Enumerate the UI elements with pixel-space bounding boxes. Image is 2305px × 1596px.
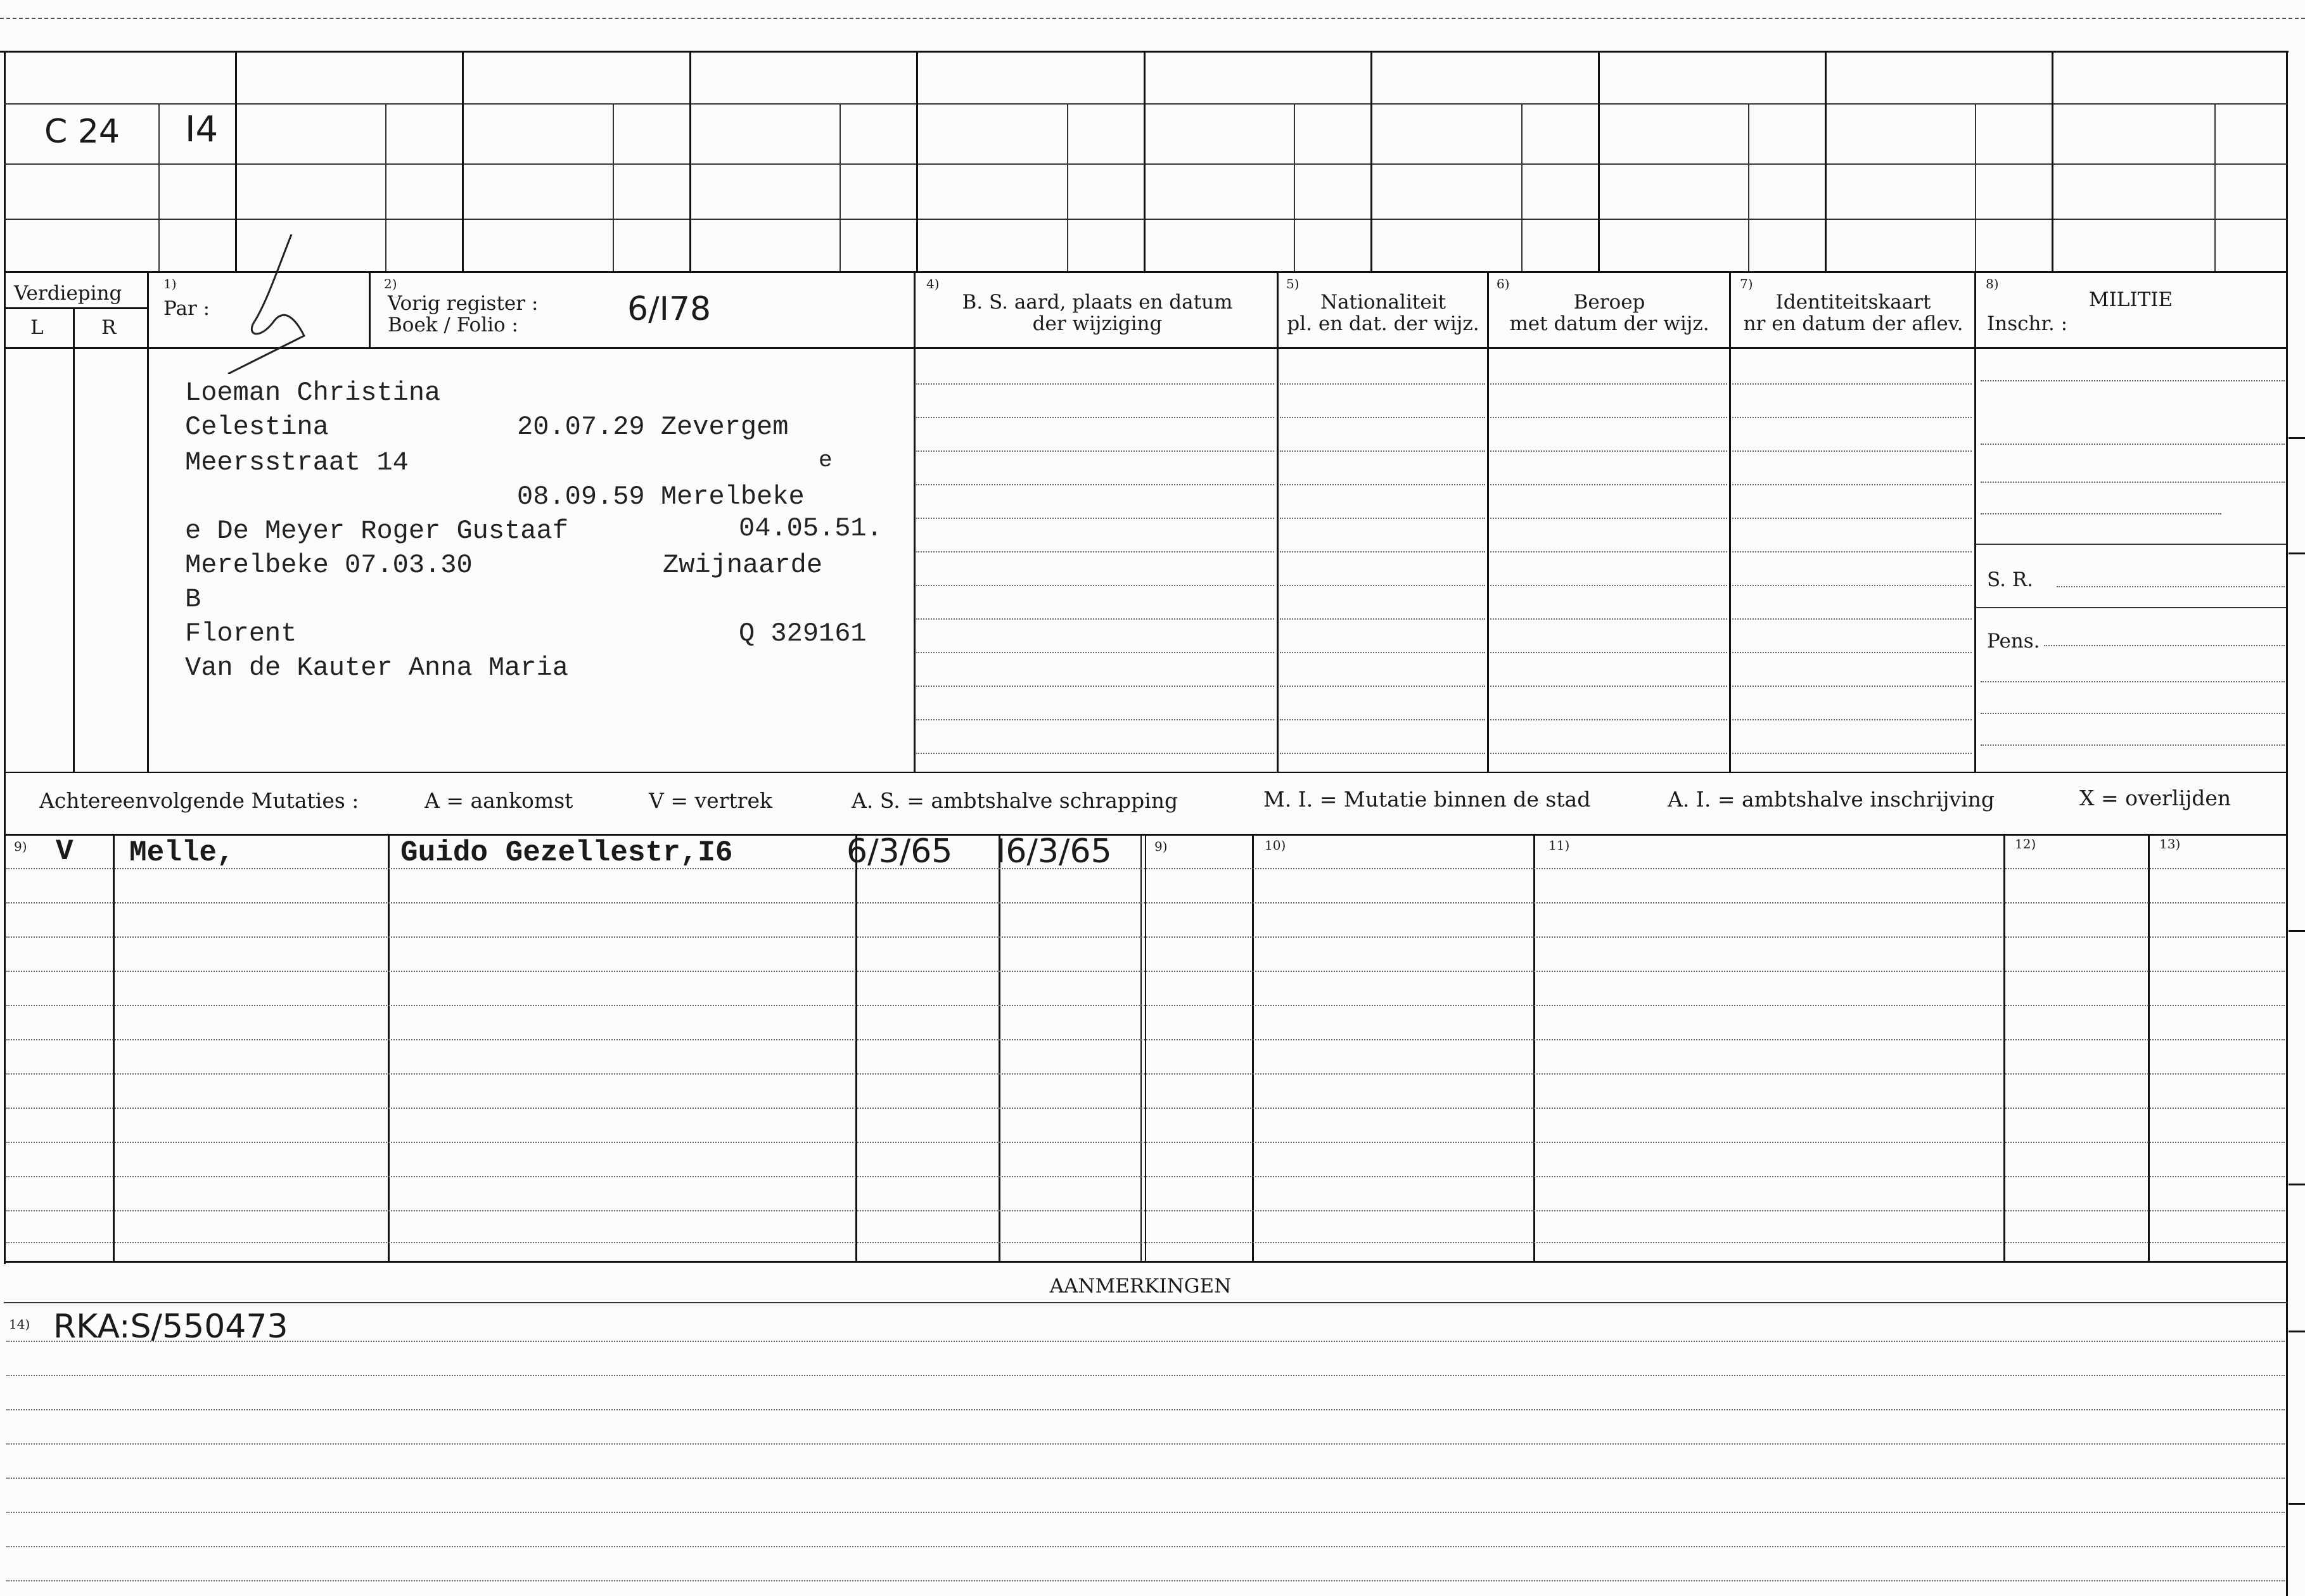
mut-num-13b: 13) (2159, 836, 2181, 852)
col-divider-6 (1729, 272, 1731, 772)
col1-number: 1) (163, 276, 177, 291)
person-spouse-birth: Merelbeke 07.03.30 (185, 550, 473, 580)
par-label: Par : (163, 297, 210, 320)
legend-ai: A. I. = ambtshalve inschrijving (1668, 787, 1995, 812)
person-birth: 20.07.29 Zevergem (517, 412, 789, 442)
col6-number: 6) (1497, 276, 1510, 291)
header-bottom-line (4, 347, 2287, 349)
col5-header-line1: Nationaliteit (1320, 291, 1446, 314)
pens-label: Pens. (1987, 630, 2040, 653)
mut-num-9b: 9) (1154, 839, 1168, 854)
person-spouse: e De Meyer Roger Gustaaf (185, 516, 568, 546)
mut-num-11b: 11) (1548, 838, 1570, 853)
col8-number: 8) (1986, 276, 1999, 291)
verdieping-underline (4, 307, 147, 309)
person-mother: Van de Kauter Anna Maria (185, 653, 568, 683)
col2-number: 2) (384, 276, 397, 291)
left-label: L (30, 316, 44, 339)
sr-label: S. R. (1987, 568, 2034, 591)
col-divider-5 (1487, 272, 1489, 772)
col-divider-2 (914, 272, 916, 772)
mut-col-12 (999, 834, 1000, 1261)
person-b-line: B (185, 584, 201, 615)
card-code: C 24 (44, 113, 120, 151)
lr-divider (73, 307, 75, 772)
col4-header-line2: der wijziging (1032, 312, 1163, 335)
boek-folio-value: 6/I78 (627, 290, 712, 328)
person-spouse-town: Zwijnaarde (663, 550, 823, 580)
person-marriage-date: 04.05.51. (739, 513, 883, 544)
mut-col-10 (388, 834, 390, 1261)
col4-header-line1: B. S. aard, plaats en datum (962, 291, 1233, 314)
mut-num-10b: 10) (1265, 838, 1286, 853)
col-divider-7 (1974, 272, 1976, 772)
verdieping-label: Verdieping (14, 282, 122, 305)
col7-number: 7) (1740, 276, 1753, 291)
frame-right (2286, 51, 2288, 1596)
mutation-date-2: I6/3/65 (996, 833, 1112, 871)
militie-header: MILITIE (2088, 288, 2173, 311)
col6-header-line1: Beroep (1573, 291, 1645, 314)
mutation-place: Melle, (129, 836, 234, 869)
person-father: Florent (185, 618, 297, 649)
col-divider-4 (1277, 272, 1279, 772)
legend-x: X = overlijden (2079, 786, 2232, 810)
mut-col-12b (2003, 834, 2005, 1261)
legend-a: A = aankomst (425, 788, 573, 813)
mutations-title: Achtereenvolgende Mutaties : (39, 788, 359, 813)
mutations-bottom-line (4, 1261, 2287, 1263)
legend-mi: M. I. = Mutatie binnen de stad (1263, 787, 1591, 812)
legend-as: A. S. = ambtshalve schrapping (852, 788, 1178, 813)
mut-col-10b (1252, 834, 1254, 1261)
remarks-number: 14) (9, 1317, 30, 1332)
body-bottom-line (4, 772, 2287, 773)
person-arrival: 08.09.59 Merelbeke (517, 482, 805, 512)
person-surname-line: Loeman Christina (185, 378, 441, 408)
frame-left (4, 51, 6, 1264)
remarks-title: AANMERKINGEN (1049, 1275, 1232, 1298)
mutation-date-1: 6/3/65 (846, 833, 953, 871)
mut-col-13b (2148, 834, 2150, 1261)
right-label: R (101, 316, 117, 339)
mut-num-9: 9) (14, 839, 27, 854)
card-number: I4 (185, 109, 219, 150)
col-divider-verdieping (147, 272, 149, 772)
boek-folio-label: Boek / Folio : (388, 314, 518, 336)
col7-header-line2: nr en datum der aflev. (1743, 312, 1963, 335)
col4-number: 4) (926, 276, 940, 291)
remarks-top-line (4, 1302, 2287, 1303)
mutation-type: V (56, 835, 73, 868)
mutation-address: Guido Gezellestr,I6 (400, 836, 733, 869)
mut-col-9 (113, 834, 115, 1261)
legend-v: V = vertrek (649, 788, 772, 813)
inschr-label: Inschr. : (1987, 312, 2068, 335)
person-address: Meersstraat 14 (185, 447, 409, 478)
top-tear-edge (0, 18, 2305, 19)
mut-col-double (1140, 834, 1146, 1261)
mut-num-12b: 12) (2015, 836, 2036, 852)
par-signature (215, 228, 310, 374)
person-id-number: Q 329161 (739, 618, 867, 649)
col5-number: 5) (1286, 276, 1299, 291)
vorig-register-label: Vorig register : (388, 292, 539, 315)
person-marker-e: e (819, 447, 833, 473)
mut-col-11 (855, 834, 857, 1261)
col6-header-line2: met datum der wijz. (1509, 312, 1709, 335)
mut-col-11b (1533, 834, 1535, 1261)
col5-header-line2: pl. en dat. der wijz. (1287, 312, 1479, 335)
col-divider-par (369, 272, 371, 347)
person-firstname: Celestina (185, 412, 329, 442)
col7-header-line1: Identiteitskaart (1775, 291, 1931, 314)
remarks-text: RKA:S/550473 (53, 1308, 288, 1346)
